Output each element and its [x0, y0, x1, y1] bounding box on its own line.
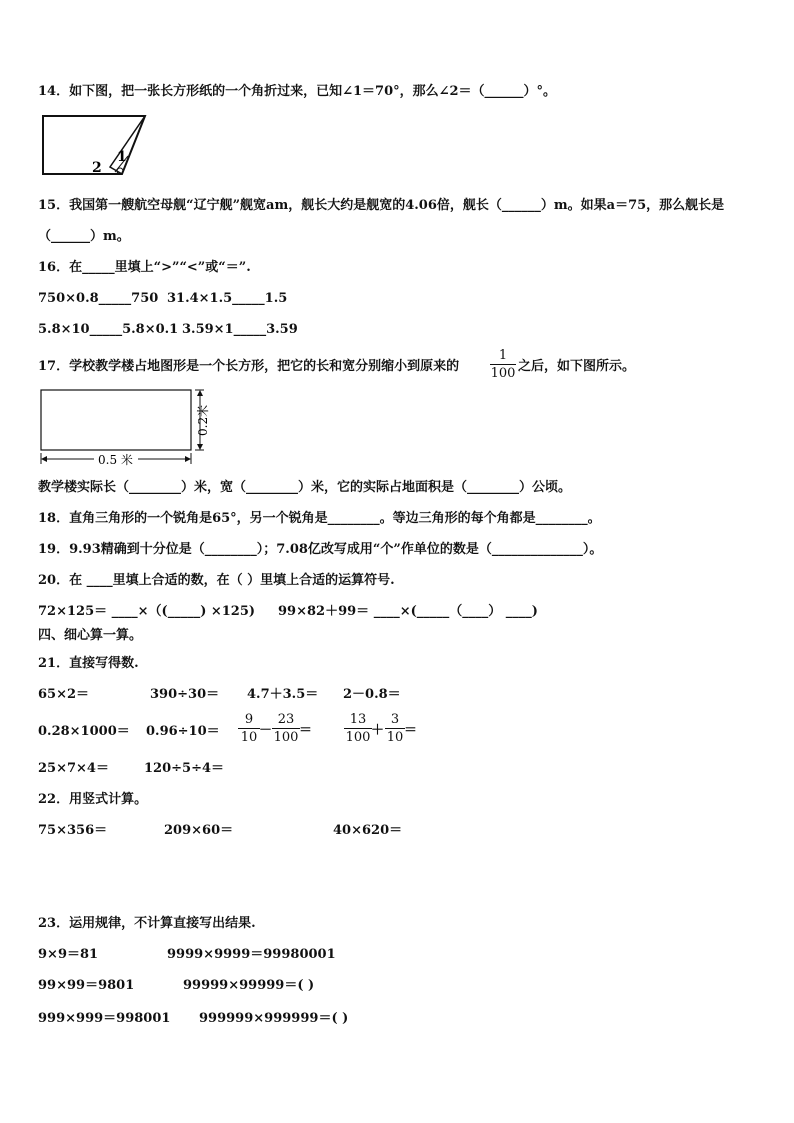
q16-row2-a: 5.8×10_____5.8×0.1 [38, 322, 179, 337]
section4-title: 四、细心算一算。 [38, 628, 143, 643]
q15-line1: 15．我国第一艘航空母舰“辽宁舰”舰宽am，舰长大约是舰宽的4.06倍，舰长（______）m。如果a＝75，那么舰长是 [38, 198, 725, 213]
q21-r3-c2: 120÷5÷4＝ [144, 761, 225, 776]
q21-minus-op: － [259, 723, 273, 738]
q21-frac4-den: 10 [386, 730, 404, 745]
q21-r3-c1: 25×7×4＝ [38, 761, 109, 776]
q21-frac2-den: 100 [273, 730, 299, 745]
q15-line2: （______）m。 [38, 229, 130, 244]
q20-title: 20．在 ____里填上合适的数，在（ ）里填上合适的运算符号. [38, 573, 395, 588]
q14-angle1-label: 1 [117, 149, 127, 165]
q23-r3-a: 999×999＝998001 [38, 1011, 171, 1026]
q23-r2-a: 99×99＝9801 [38, 978, 135, 993]
q21-title: 21．直接写得数. [38, 656, 139, 671]
q17-text-before: 17．学校教学楼占地图形是一个长方形，把它的长和宽分别缩小到原来的 [38, 359, 460, 374]
q21-eq1: ＝ [299, 723, 313, 738]
q21-frac1 [238, 712, 260, 745]
q21-frac1-den: 10 [240, 730, 258, 745]
q21-frac3 [344, 712, 372, 745]
q17-frac-den: 100 [490, 366, 516, 381]
q23-r1-b: 9999×9999＝99980001 [167, 947, 336, 962]
q14-figure [40, 112, 152, 178]
q23-r1-a: 9×9＝81 [38, 947, 99, 962]
q21-eq2: ＝ [404, 723, 418, 738]
q21-frac4-num: 3 [390, 712, 400, 727]
q21-r2-c2: 0.96÷10＝ [146, 724, 220, 739]
q17-answer-line: 教学楼实际长（________）米，宽（________）米，它的实际占地面积是（________）公顷。 [38, 480, 572, 495]
q16-title: 16．在_____里填上“>”“<”或“＝”. [38, 260, 251, 275]
q23-r2-b: 99999×99999＝( ) [183, 978, 315, 993]
q21-frac2-num: 23 [277, 712, 295, 727]
q17-height-label: 0.2米 [196, 404, 210, 436]
q16-row2-b: 3.59×1_____3.59 [182, 322, 298, 337]
q22-item-2: 209×60＝ [164, 823, 234, 838]
q21-r2-c1: 0.28×1000＝ [38, 724, 130, 739]
q18-text: 18．直角三角形的一个锐角是65°，另一个锐角是________。等边三角形的每个角都是________。 [38, 511, 601, 526]
q21-r1-c4: 2－0.8＝ [343, 687, 401, 702]
q19-text: 19．9.93精确到十分位是（________）；7.08亿改写成用“个”作单位的数是（______________）。 [38, 542, 603, 557]
q21-r1-c3: 4.7＋3.5＝ [247, 687, 319, 702]
q21-frac3-den: 100 [345, 730, 371, 745]
q16-row1-b: 31.4×1.5_____1.5 [167, 291, 288, 306]
q21-frac2 [272, 712, 300, 745]
q17-figure [36, 386, 216, 470]
q21-frac3-num: 13 [349, 712, 367, 727]
q17-width-label: 0.5 米 [98, 453, 133, 467]
q14-angle2-label: 2 [92, 160, 102, 176]
q23-title: 23．运用规律，不计算直接写出结果. [38, 916, 256, 931]
q23-r3-b: 999999×999999＝( ) [199, 1011, 349, 1026]
q22-title: 22．用竖式计算。 [38, 792, 148, 807]
q17-text-after: 之后，如下图所示。 [518, 359, 636, 374]
q21-plus-op: ＋ [371, 723, 385, 738]
q21-r1-c2: 390÷30＝ [150, 687, 220, 702]
q20-row-a: 72×125＝ ____×（(_____) ×125) [38, 604, 256, 619]
q21-frac1-num: 9 [244, 712, 254, 727]
q14-text: 14．如下图，把一张长方形纸的一个角折过来，已知∠1＝70°，那么∠2＝（______）°。 [38, 84, 557, 99]
q22-item-1: 75×356＝ [38, 823, 108, 838]
q17-fraction [490, 348, 516, 381]
q21-r1-c1: 65×2＝ [38, 687, 90, 702]
q17-frac-num: 1 [498, 348, 508, 363]
q16-row1-a: 750×0.8_____750 [38, 291, 159, 306]
q21-frac4 [385, 712, 405, 745]
q20-row-b: 99×82＋99＝ ____×(_____（____） ____) [278, 604, 538, 619]
q22-item-3: 40×620＝ [333, 823, 403, 838]
